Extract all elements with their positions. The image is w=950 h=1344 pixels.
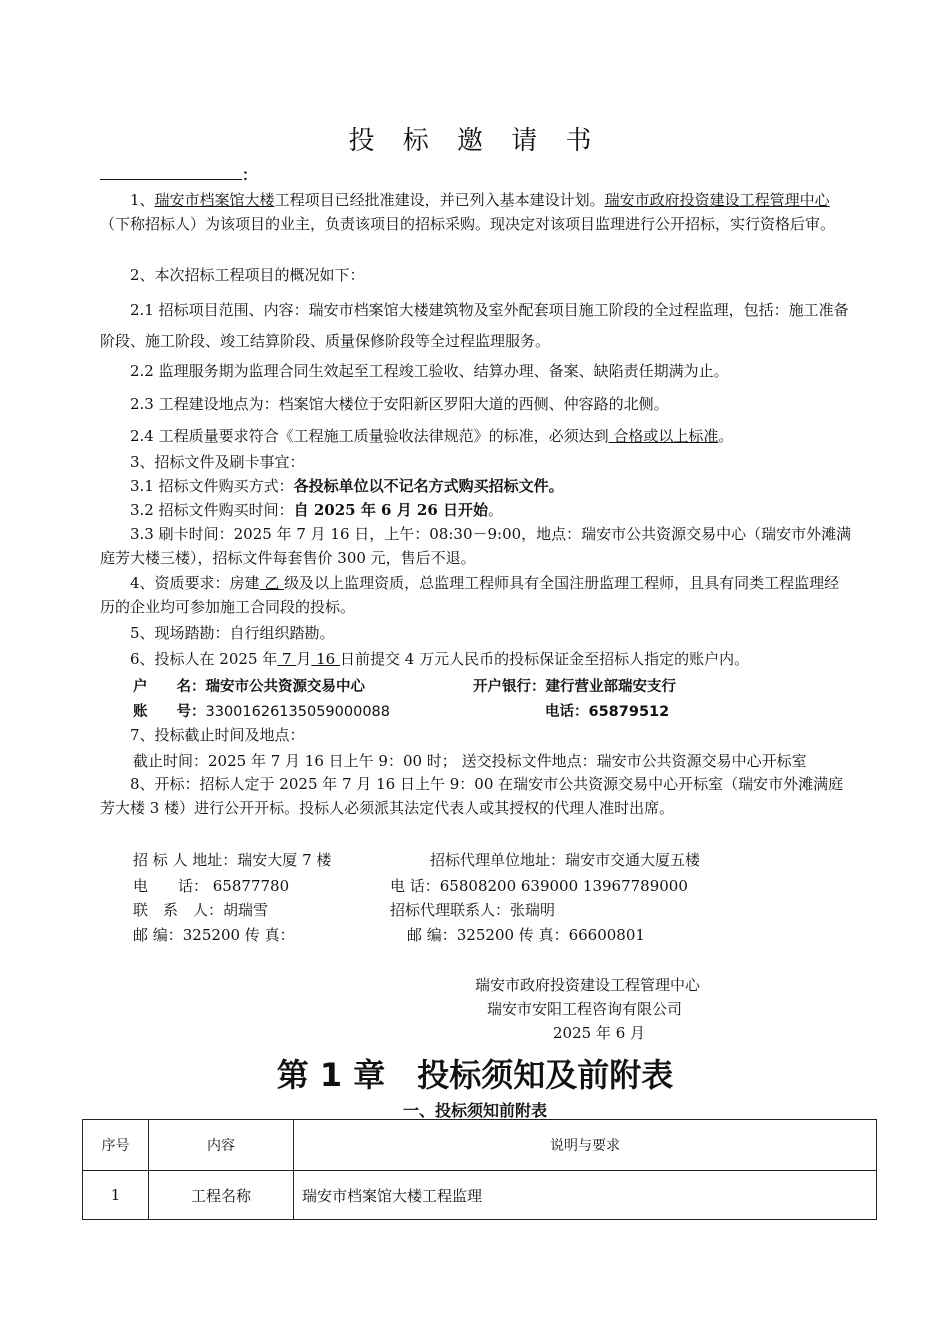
salutation-colon: ：: [242, 166, 258, 184]
p4-post: 级及以上监理资质，总监理工程师具有全国注册监理工程师，且具有同类工程监理经历的企业均可参加施工合同段的投标。: [100, 574, 840, 616]
p4-grade: 乙: [259, 574, 285, 592]
p3-2-bold: 自 2025 年 6 月 26 日开始: [293, 501, 489, 519]
p1-mid: 工程项目已经批准建设，并已列入基本建设计划。: [274, 191, 605, 209]
contact-right-2: 电 话：65808200 639000 13967789000: [390, 877, 688, 895]
paragraph-3-1: [100, 474, 852, 498]
header-content: 内容: [149, 1120, 294, 1171]
contact-right-1: 招标代理单位地址：瑞安市交通大厦五楼: [430, 851, 701, 869]
account-name-row: [133, 675, 365, 696]
p4-pre: 4、资质要求：房建: [130, 574, 260, 592]
p2-4-pre: 2.4 工程质量要求符合《工程施工质量验收法律规范》的标准，必须达到: [130, 427, 609, 445]
p1-num: 1、: [130, 191, 155, 209]
p2-4-post: 。: [718, 427, 734, 445]
header-no: 序号: [83, 1120, 149, 1171]
contact-left-1: 招 标 人 地址：瑞安大厦 7 楼: [133, 851, 332, 869]
paragraph-3: 3、招标文件及刷卡事宜：: [130, 453, 305, 471]
cell-no: 1: [83, 1171, 149, 1220]
p1-tail: （下称招标人）为该项目的业主，负责该项目的招标采购。现决定对该项目监理进行公开招标，实行资格后审。: [100, 215, 836, 233]
deadline-line: 截止时间：2025 年 7 月 16 日上午 9：00 时； 送交投标文件地点：瑞安市公共资源交易中心开标室: [133, 752, 807, 770]
recipient-blank: [100, 165, 242, 180]
p3-1-bold: 各投标单位以不记名方式购买招标文件。: [293, 477, 564, 495]
p6-b: 月: [296, 650, 312, 668]
account-no-label: 账 号：: [133, 704, 206, 720]
paragraph-5: 5、现场踏勘：自行组织踏勘。: [130, 624, 335, 642]
p2-4-quality: 合格或以上标准: [608, 427, 719, 445]
p1-owner: 瑞安市政府投资建设工程管理中心: [604, 191, 830, 209]
p3-2-pre: 3.2 招标文件购买时间：: [130, 501, 294, 519]
table-header-row: [83, 1120, 877, 1171]
bank-label: 开户银行：: [473, 679, 546, 695]
paragraph-2-4: [100, 424, 852, 448]
signature-date: 2025 年 6 月: [553, 1024, 646, 1042]
p3-2-post: 。: [488, 501, 504, 519]
paragraph-4: [100, 571, 852, 619]
section-title: 一、投标须知前附表: [402, 1101, 547, 1120]
account-no-row: [133, 700, 390, 721]
p1-project: 瑞安市档案馆大楼: [154, 191, 275, 209]
bank-row: [473, 675, 676, 696]
paragraph-7: 7、投标截止时间及地点：: [130, 726, 305, 744]
header-requirement: 说明与要求: [294, 1120, 877, 1171]
paragraph-6: [100, 647, 852, 671]
contact-left-2: 电 话： 65877780: [133, 877, 290, 895]
account-tel-row: [545, 700, 669, 721]
document-title: 投 标 邀 请 书: [348, 126, 602, 156]
p6-a: 6、投标人在 2025 年: [130, 650, 278, 668]
contact-left-4: 邮 编：325200 传 真：: [133, 926, 295, 944]
signature-org-2: 瑞安市安阳工程咨询有限公司: [487, 1000, 683, 1018]
paragraph-1: [100, 188, 852, 236]
bank-name: 建行营业部瑞安支行: [545, 679, 676, 695]
account-no: 33001626135059000088: [205, 704, 391, 720]
signature-org-1: 瑞安市政府投资建设工程管理中心: [475, 976, 701, 994]
p6-c: 日前提交 4 万元人民币的投标保证金至招标人指定的账户内。: [340, 650, 750, 668]
notice-table: [82, 1119, 877, 1220]
paragraph-2: 2、本次招标工程项目的概况如下：: [130, 266, 365, 284]
p6-month: 7: [277, 650, 297, 668]
account-tel-label: 电话：: [545, 704, 589, 720]
paragraph-2-3: 2.3 工程建设地点为：档案馆大楼位于安阳新区罗阳大道的西侧、仲容路的北侧。: [130, 395, 669, 413]
table-row: [83, 1171, 877, 1220]
chapter-title: 第 1 章 投标须知及前附表: [276, 1056, 674, 1094]
account-name: 瑞安市公共资源交易中心: [205, 679, 365, 695]
contact-left-3: 联 系 人：胡瑞雪: [133, 901, 269, 919]
p6-day: 16: [311, 650, 340, 668]
salutation: [100, 164, 257, 185]
cell-requirement: 瑞安市档案馆大楼工程监理: [294, 1171, 877, 1220]
paragraph-2-1: 2.1 招标项目范围、内容：瑞安市档案馆大楼建筑物及室外配套项目施工阶段的全过程监理，包括：施工准备阶段、施工阶段、竣工结算阶段、质量保修阶段等全过程监理服务。: [100, 301, 849, 350]
contact-right-3: 招标代理联系人：张瑞明: [390, 901, 556, 919]
account-name-label: 户 名：: [133, 679, 206, 695]
cell-content: 工程名称: [149, 1171, 294, 1220]
contact-right-4: 邮 编：325200 传 真：66600801: [407, 926, 645, 944]
paragraph-2-2: 2.2 监理服务期为监理合同生效起至工程竣工验收、结算办理、备案、缺陷责任期满为止。: [130, 362, 729, 380]
paragraph-3-3: 3.3 刷卡时间：2025 年 7 月 16 日，上午：08:30－9:00，地点：瑞安市公共资源交易中心（瑞安市外滩满庭芳大楼三楼），招标文件每套售价 300 元，售后不退。: [100, 525, 852, 567]
paragraph-3-2: [100, 498, 852, 522]
p3-1-pre: 3.1 招标文件购买方式：: [130, 477, 294, 495]
paragraph-8: 8、开标：招标人定于 2025 年 7 月 16 日上午 9：00 在瑞安市公共资源交易中心开标室（瑞安市外滩满庭芳大楼 3 楼）进行公开开标。投标人必须派其法定代表人或其授权的代理人准时出席。: [100, 775, 844, 817]
account-tel: 65879512: [588, 704, 670, 720]
